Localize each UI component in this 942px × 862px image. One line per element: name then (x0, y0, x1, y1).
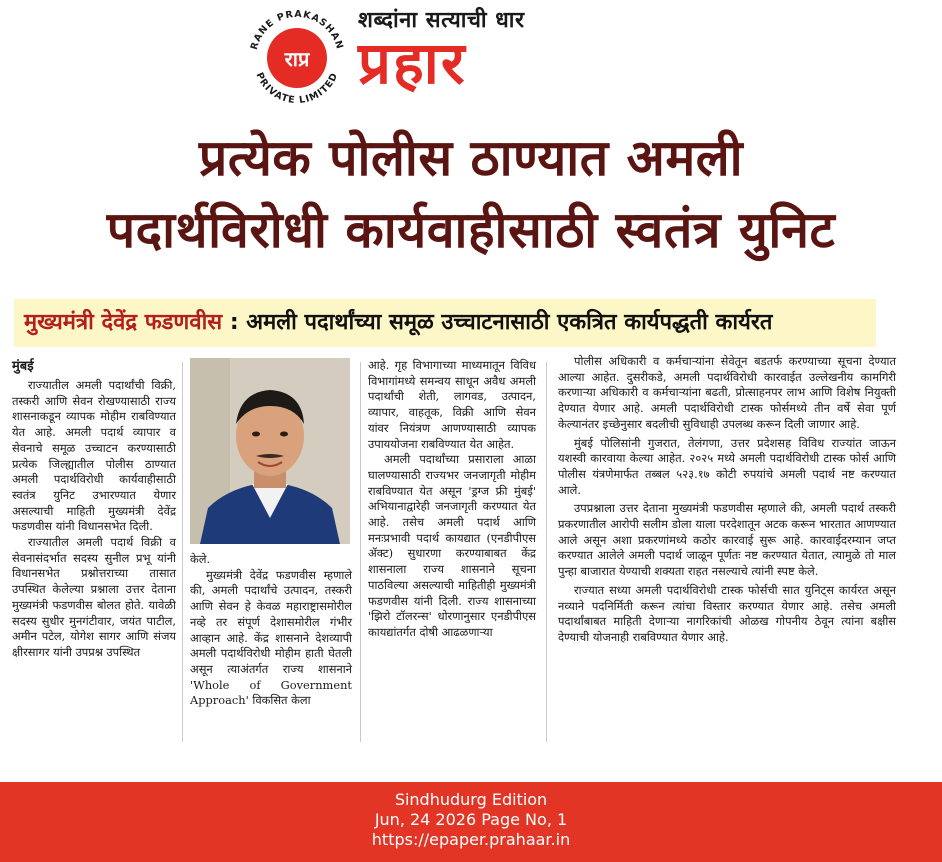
paragraph: आहे. गृह विभागाच्या माध्यमातून विविध विभागांमध्ये समन्वय साधून अवैध अमली पदार्थांची शेती, लागवड, उत्पादन, व्यापार, वाहतूक, विक्री आणि सेवन यांवर नियंत्रण आणण्यासाठी व्यापक उपाययोजना राबविण्यात येत आहेत. (368, 358, 536, 451)
column-divider (182, 362, 183, 742)
paragraph: राज्यातील अमली पदार्थ विक्री व सेवनासंदर्भात सदस्य सुनील प्रभू यांनी विधानसभेत प्रश्नोत्तराच्या तासात उपस्थित केलेल्या प्रश्नाला उत्तर देताना मुख्यमंत्री फडणवीस बोलत होते. यावेळी सदस्य सुधीर मुनगंटीवार, जयंत पाटील, अमीन पटेल, योगेश सागर आणि संजय क्षीरसागर यांनी उपप्रश्न उपस्थित (12, 535, 176, 659)
masthead (0, 0, 942, 110)
paragraph: राज्यातील अमली पदार्थांची विक्री, तस्करी आणि सेवन रोखण्यासाठी राज्य शासनाकडून व्यापक मोहीम राबविण्यात येत आहे. अमली पदार्थ व्यापार व सेवनाचे समूळ उच्चाटन करण्यासाठी प्रत्येक जिल्ह्यातील पोलीस ठाण्यात अमली पदार्थविरोधी कार्यवाहीसाठी स्वतंत्र युनिट उभारण्यात येणार असल्याची माहिती मुख्यमंत्री देवेंद्र फडणवीस यांनी विधानसभेत दिली. (12, 378, 176, 534)
seal-top-text: RANE PRAKASHAN (248, 8, 346, 52)
column-divider (546, 362, 547, 742)
edition-date-page: Jun, 24 2026 Page No, 1 (374, 810, 568, 829)
article-column-3 (368, 358, 536, 641)
masthead-tagline: शब्दांना सत्याची धार (358, 8, 525, 33)
paragraph: केले. (190, 552, 211, 566)
subhead-speaker: मुख्यमंत्री देवेंद्र फडणवीस (24, 310, 223, 335)
article-subheadline (14, 299, 876, 347)
headline-line-2: पदार्थविरोधी कार्यवाहीसाठी स्वतंत्र युनिट (106, 201, 836, 259)
article-headline (0, 122, 942, 266)
edition-name: Sindhudurg Edition (394, 790, 548, 809)
subhead-summary: : अमली पदार्थांच्या समूळ उच्चाटनासाठी एकत्रित कार्यपद्धती कार्यरत (229, 310, 773, 335)
rane-prakashan-seal-logo (242, 6, 352, 106)
seal-bottom-text: PRIVATE LIMITED (253, 70, 341, 106)
article-column-4 (558, 354, 896, 649)
article-column-1 (12, 358, 176, 661)
dateline: मुंबई (12, 359, 34, 374)
paragraph: मुंबई पोलिसांनी गुजरात, तेलंगणा, उत्तर प्रदेशसह विविध राज्यांत जाऊन यशस्वी कारवाया केल्या आहेत. २०२५ मध्ये अमली पदार्थविरोधी टास्क फोर्स आणि पोलीस यंत्रणेमार्फत तब्बल ५२३.१७ कोटी रुपयांचे अमली पदार्थ नष्ट करण्यात आले. (558, 435, 896, 497)
column-divider (360, 362, 361, 742)
paragraph: राज्यात सध्या अमली पदार्थविरोधी टास्क फोर्सची सात युनिट्स कार्यरत असून नव्याने पदनिर्मिती करून त्यांचा विस्तार करण्यात येणार आहे. तसेच अमली पदार्थांबाबत माहिती देणाऱ्या नागरिकांची ओळख गोपनीय ठेवून त्यांना बक्षीस देण्याची योजनाही राबविण्यात येणार आहे. (558, 582, 896, 644)
seal-logo-mark: राप्र (284, 47, 310, 71)
paragraph: अमली पदार्थांच्या प्रसाराला आळा घालण्यासाठी राज्यभर जनजागृती मोहीम राबविण्यात येत असून 'ड्रग्ज फ्री मुंबई' अभियानाद्वारेही जनजागृती करण्यात येत आहे. तसेच अमली पदार्थ आणि मनःप्रभावी पदार्थ कायद्यात (एनडीपीएस ॲक्ट) सुधारणा करण्याबाबत केंद्र शासनाला राज्य शासनाने सूचना पाठविल्या असल्याची माहितीही मुख्यमंत्री फडणवीस यांनी दिली. राज्य शासनाच्या 'झिरो टॉलरन्स' धोरणानुसार एनडीपीएस कायद्यांतर्गत दोषी आढळणाऱ्या (368, 452, 536, 639)
paragraph: उपप्रश्नाला उत्तर देताना मुख्यमंत्री फडणवीस म्हणाले की, अमली पदार्थ तस्करी प्रकरणातील आरोपी सलीम डोला याला परदेशातून अटक करून भारतात आणण्यात आले असून अशा प्रकरणांमध्ये कठोर कारवाई सुरू आहे. कारवाईदरम्यान जप्त करण्यात आलेले अमली पदार्थ जाळून पूर्णतः नष्ट करण्यात येतात, त्यामुळे तो माल पुन्हा बाजारात येण्याची शक्यता राहत नसल्याचे त्यांनी स्पष्ट केले. (558, 501, 896, 579)
headline-line-1: प्रत्येक पोलीस ठाण्यात अमली (198, 129, 744, 187)
paragraph: पोलीस अधिकारी व कर्मचाऱ्यांना सेवेतून बडतर्फ करण्याच्या सूचना देण्यात आल्या आहेत. दुसरीकडे, अमली पदार्थविरोधी कारवाईत उल्लेखनीय कामगिरी करणाऱ्या अधिकारी व कर्मचाऱ्यांना बढती, प्रोत्साहनपर लाभ आणि विशेष नियुक्ती देण्यात येणार आहे. अमली पदार्थविरोधी टास्क फोर्समध्ये तीन वर्षे सेवा पूर्ण केल्यानंतर इच्छेनुसार बदलीची सुविधाही उपलब्ध करून दिली जाणार आहे. (558, 354, 896, 431)
epaper-url[interactable]: https://epaper.prahaar.in (371, 830, 571, 849)
article-column-2 (190, 552, 352, 709)
edition-footer (0, 782, 942, 862)
portrait-photo (190, 358, 350, 544)
newspaper-brand-logo: प्रहार (358, 29, 467, 97)
person-silhouette-icon (190, 358, 350, 544)
paragraph: मुख्यमंत्री देवेंद्र फडणवीस म्हणाले की, अमली पदार्थांचे उत्पादन, तस्करी आणि सेवन हे केवळ महाराष्ट्रासमोरील नव्हे तर संपूर्ण देशासमोरील गंभीर आव्हान आहे. केंद्र शासनाने देशव्यापी अमली पदार्थविरोधी मोहीम हाती घेतली असून त्याअंतर्गत राज्य शासनाने 'Whole of Government Approach' विकसित केला (190, 567, 352, 708)
